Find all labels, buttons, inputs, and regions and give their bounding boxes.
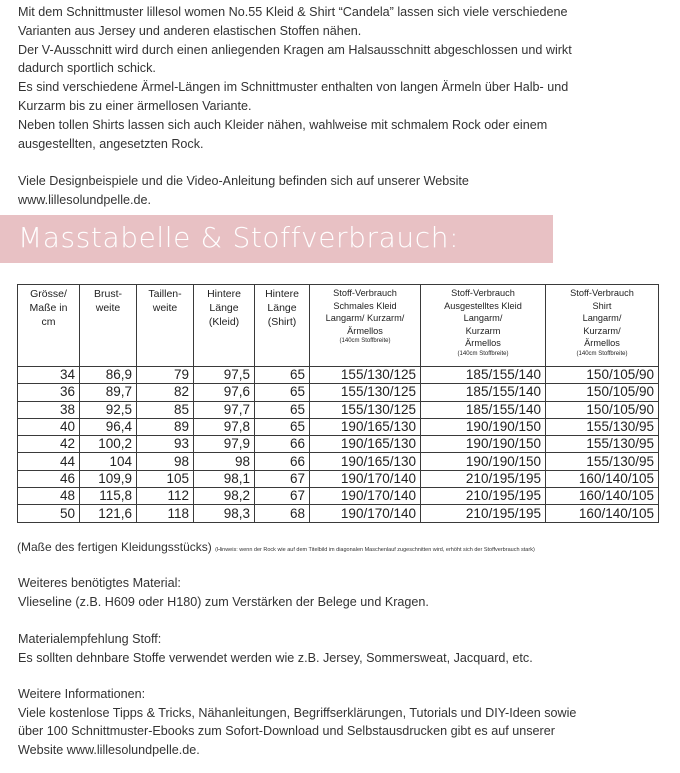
- table-cell: 65: [255, 367, 310, 384]
- table-body: [18, 367, 659, 523]
- header-fabric-shirt: Stoff-Verbrauch Shirt Langarm/ Kurzarm/ Ärmellos (140cm Stoffbreite): [546, 285, 659, 367]
- header-size: Grösse/ Maße in cm: [18, 285, 80, 367]
- table-cell: 155/130/125: [310, 401, 421, 418]
- table-cell: 155/130/125: [310, 367, 421, 384]
- table-cell: 48: [18, 488, 80, 505]
- table-cell: 185/155/140: [421, 401, 546, 418]
- fabric-width-note: (140cm Stoffbreite): [457, 350, 509, 357]
- table-cell: 185/155/140: [421, 367, 546, 384]
- section-material: [18, 574, 658, 611]
- table-cell: 155/130/95: [546, 453, 659, 470]
- table-cell: 98,3: [194, 505, 255, 522]
- table-cell: 190/190/150: [421, 436, 546, 453]
- table-cell: 112: [137, 488, 194, 505]
- table-cell: 38: [18, 401, 80, 418]
- table-cell: 100,2: [80, 436, 137, 453]
- table-cell: 36: [18, 384, 80, 401]
- table-cell: 50: [18, 505, 80, 522]
- website-paragraph: [18, 172, 658, 210]
- table-footnote: [17, 539, 535, 558]
- table-cell: 97,8: [194, 418, 255, 435]
- table-row: [18, 367, 659, 384]
- table-cell: 66: [255, 436, 310, 453]
- table-cell: 160/140/105: [546, 505, 659, 522]
- table-cell: 210/195/195: [421, 488, 546, 505]
- section-further-info: [18, 685, 658, 759]
- table-cell: 93: [137, 436, 194, 453]
- text-line: dadurch sportlich schick.: [18, 61, 156, 76]
- section-text: über 100 Schnittmuster-Ebooks zum Sofort-Download und Selbstausdrucken gibt es auf unserer: [18, 724, 555, 739]
- table-cell: 97,7: [194, 401, 255, 418]
- section-fabric-recommendation: [18, 630, 658, 667]
- table-cell: 210/195/195: [421, 505, 546, 522]
- table-cell: 40: [18, 418, 80, 435]
- section-text: Es sollten dehnbare Stoffe verwendet werden wie z.B. Jersey, Sommersweat, Jacquard, etc.: [18, 650, 533, 665]
- table-row: [18, 401, 659, 418]
- fabric-width-note: (140cm Stoffbreite): [339, 338, 391, 344]
- section-heading: Weitere Informationen:: [18, 687, 146, 701]
- table-row: [18, 470, 659, 487]
- table-row: [18, 384, 659, 401]
- table-cell: 190/165/130: [310, 453, 421, 470]
- table-cell: 79: [137, 367, 194, 384]
- table-cell: 89,7: [80, 384, 137, 401]
- table-cell: 115,8: [80, 488, 137, 505]
- table-cell: 97,6: [194, 384, 255, 401]
- section-heading: Weiteres benötigtes Material:: [18, 576, 181, 590]
- header-waist: Taillen- weite: [137, 285, 194, 367]
- table-cell: 65: [255, 401, 310, 418]
- table-cell: 89: [137, 418, 194, 435]
- table-cell: 160/140/105: [546, 470, 659, 487]
- table-cell: 68: [255, 505, 310, 522]
- table-cell: 155/130/95: [546, 436, 659, 453]
- table-cell: 190/165/130: [310, 436, 421, 453]
- table-cell: 105: [137, 470, 194, 487]
- table-cell: 185/155/140: [421, 384, 546, 401]
- section-text: Viele kostenlose Tipps & Tricks, Nähanleitungen, Begriffserklärungen, Tutorials und DIY-Ideen sowie: [18, 705, 577, 720]
- table-cell: 190/190/150: [421, 453, 546, 470]
- table-cell: 65: [255, 384, 310, 401]
- text-line: Der V-Ausschnitt wird durch einen anliegenden Kragen am Halsausschnitt abgeschlossen und wirkt: [18, 42, 572, 57]
- section-heading: Materialempfehlung Stoff:: [18, 632, 162, 646]
- table-header-row: [18, 285, 659, 367]
- table-cell: 150/105/90: [546, 401, 659, 418]
- text-line: Neben tollen Shirts lassen sich auch Kleider nähen, wahlweise mit schmalem Rock oder einem: [18, 117, 548, 132]
- table-cell: 42: [18, 436, 80, 453]
- table-cell: 150/105/90: [546, 367, 659, 384]
- table-cell: 190/165/130: [310, 418, 421, 435]
- text-line: Kurzarm bis zu einer ärmellosen Variante.: [18, 98, 252, 113]
- section-text: Vlieseline (z.B. H609 oder H180) zum Verstärken der Belege und Kragen.: [18, 594, 429, 609]
- text-line: ausgestellten, angesetzten Rock.: [18, 136, 204, 151]
- table-cell: 86,9: [80, 367, 137, 384]
- intro-paragraph: [18, 3, 658, 153]
- section-banner: [0, 215, 553, 263]
- table-cell: 92,5: [80, 401, 137, 418]
- table-cell: 190/170/140: [310, 470, 421, 487]
- text-line: Mit dem Schnittmuster lillesol women No.55 Kleid & Shirt “Candela” lassen sich viele verschiedene: [18, 5, 568, 19]
- table-cell: 96,4: [80, 418, 137, 435]
- table-cell: 109,9: [80, 470, 137, 487]
- banner-title: Masstabelle & Stoffverbrauch:: [18, 221, 460, 254]
- footnote-main: (Maße des fertigen Kleidungsstücks): [17, 540, 212, 554]
- section-text: Website www.lillesolundpelle.de.: [18, 742, 200, 757]
- header-back-length-shirt: Hintere Länge (Shirt): [255, 285, 310, 367]
- table-cell: 97,5: [194, 367, 255, 384]
- table-row: [18, 488, 659, 505]
- table-cell: 97,9: [194, 436, 255, 453]
- table-cell: 44: [18, 453, 80, 470]
- table-cell: 155/130/125: [310, 384, 421, 401]
- table-cell: 98: [137, 453, 194, 470]
- table-cell: 104: [80, 453, 137, 470]
- table-row: [18, 436, 659, 453]
- table-cell: 66: [255, 453, 310, 470]
- website-link-text[interactable]: www.lillesolundpelle.de.: [18, 192, 152, 207]
- text-line: Varianten aus Jersey und anderen elastischen Stoffen nähen.: [18, 23, 362, 38]
- text-line: Es sind verschiedene Ärmel-Längen im Schnittmuster enthalten von langen Ärmeln über Halb- und: [18, 80, 569, 95]
- table-cell: 98: [194, 453, 255, 470]
- table-cell: 98,1: [194, 470, 255, 487]
- table-cell: 98,2: [194, 488, 255, 505]
- table-row: [18, 418, 659, 435]
- fabric-width-note: (140cm Stoffbreite): [576, 350, 628, 357]
- table-cell: 67: [255, 488, 310, 505]
- table-row: [18, 505, 659, 522]
- table-cell: 118: [137, 505, 194, 522]
- table-cell: 150/105/90: [546, 384, 659, 401]
- table-cell: 82: [137, 384, 194, 401]
- footnote-small: (Hinweis: wenn der Rock wie auf dem Titelbild im diagonalen Maschenlauf zugeschnitten wird, erhöht sich der Stoffverbrauch stark): [215, 547, 535, 553]
- table-cell: 190/170/140: [310, 505, 421, 522]
- header-fabric-slim-dress: Stoff-Verbrauch Schmales Kleid Langarm/ Kurzarm/ Ärmellos (140cm Stoffbreite): [310, 285, 421, 367]
- table-cell: 121,6: [80, 505, 137, 522]
- table-cell: 190/170/140: [310, 488, 421, 505]
- table-cell: 85: [137, 401, 194, 418]
- table-row: [18, 453, 659, 470]
- header-bust: Brust- weite: [80, 285, 137, 367]
- size-table: [17, 284, 659, 523]
- table-cell: 155/130/95: [546, 418, 659, 435]
- table-cell: 160/140/105: [546, 488, 659, 505]
- table-cell: 190/190/150: [421, 418, 546, 435]
- table-cell: 65: [255, 418, 310, 435]
- table-cell: 46: [18, 470, 80, 487]
- header-fabric-flared-dress: Stoff-Verbrauch Ausgestelltes Kleid Langarm/ Kurzarm Ärmellos (140cm Stoffbreite): [421, 285, 546, 367]
- table-cell: 67: [255, 470, 310, 487]
- table-cell: 34: [18, 367, 80, 384]
- header-back-length-dress: Hintere Länge (Kleid): [194, 285, 255, 367]
- table-cell: 210/195/195: [421, 470, 546, 487]
- text-line: Viele Designbeispiele und die Video-Anleitung befinden sich auf unserer Website: [18, 174, 469, 188]
